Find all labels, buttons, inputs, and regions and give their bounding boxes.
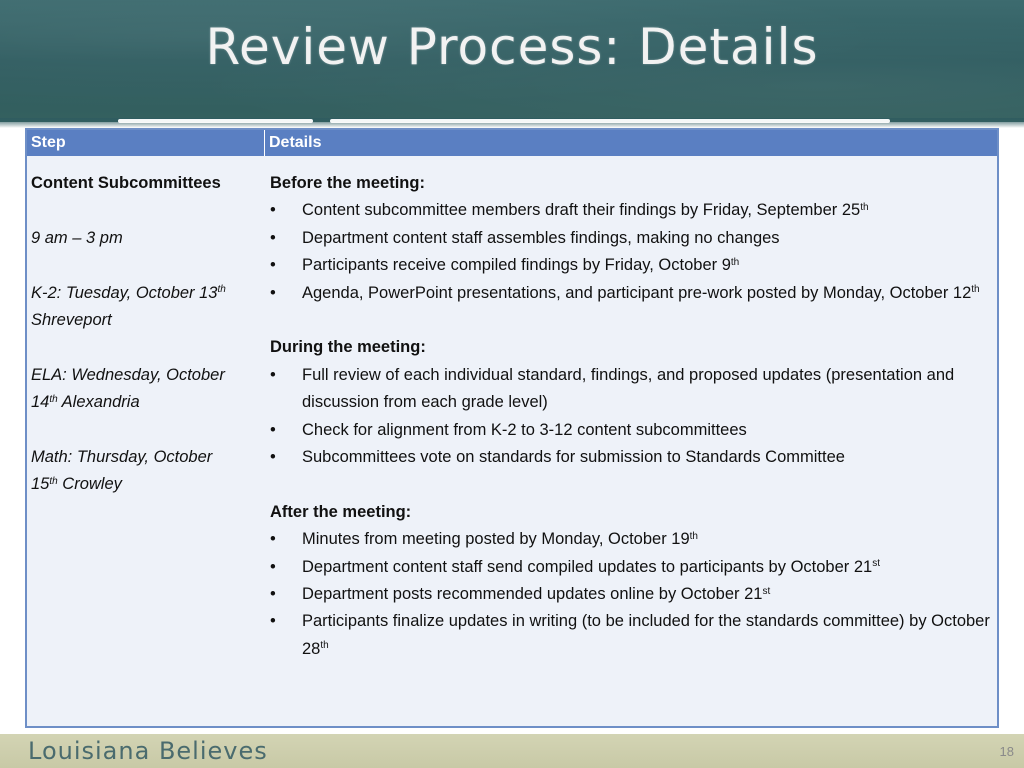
- bullet-icon: •: [270, 557, 276, 576]
- step-ela-date: ELA: Wednesday, October: [31, 365, 225, 384]
- bullet-icon: •: [270, 585, 276, 604]
- details-table: [25, 128, 999, 728]
- list-item: • Department posts recommended updates online by October 21st: [270, 581, 998, 608]
- after-list: [270, 526, 998, 663]
- step-k2-date: K-2: Tuesday, October 13th: [31, 283, 226, 302]
- list-item: • Minutes from meeting posted by Monday, October 19th: [270, 526, 998, 553]
- footer-bar: [0, 734, 1024, 768]
- chalk-underline: [330, 119, 890, 123]
- step-column: [31, 170, 263, 499]
- chalk-underline: [118, 119, 313, 123]
- list-item: • Participants finalize updates in writing (to be included for the standards committee) by October 28th: [270, 608, 998, 663]
- step-math-date: Math: Thursday, October: [31, 448, 213, 466]
- list-item: • Department content staff assembles findings, making no changes: [270, 225, 998, 252]
- bullet-icon: •: [270, 256, 276, 275]
- title-banner: [0, 0, 1024, 122]
- table-header-row: [27, 130, 997, 156]
- list-item: • Participants receive compiled findings by Friday, October 9th: [270, 252, 998, 279]
- before-list: [270, 197, 998, 307]
- before-heading: Before the meeting:: [270, 174, 425, 192]
- list-item: • Full review of each individual standard, findings, and proposed updates (presentation and discussion from each grade level): [270, 362, 998, 417]
- bullet-icon: •: [270, 448, 276, 467]
- brand-logo-text: Louisiana Believes: [28, 737, 268, 765]
- header-step: Step: [27, 130, 265, 156]
- list-item: • Department content staff send compiled updates to participants by October 21st: [270, 554, 998, 581]
- bullet-icon: •: [270, 420, 276, 439]
- during-list: [270, 362, 998, 472]
- bullet-icon: •: [270, 283, 276, 302]
- bullet-icon: •: [270, 530, 276, 549]
- list-item: • Content subcommittee members draft their findings by Friday, September 25th: [270, 197, 998, 224]
- bullet-icon: •: [270, 201, 276, 220]
- header-details: Details: [269, 134, 322, 151]
- step-time: 9 am – 3 pm: [31, 228, 123, 247]
- list-item: • Check for alignment from K-2 to 3-12 content subcommittees: [270, 417, 998, 444]
- list-item: • Agenda, PowerPoint presentations, and participant pre-work posted by Monday, October 12th: [270, 280, 998, 307]
- bullet-icon: •: [270, 365, 276, 384]
- step-ela-place: 14th Alexandria: [31, 393, 140, 412]
- step-k2-place: Shreveport: [31, 311, 112, 329]
- during-heading: During the meeting:: [270, 338, 426, 357]
- bullet-icon: •: [270, 228, 276, 247]
- step-math-place: 15th Crowley: [31, 475, 122, 494]
- slide-title: Review Process: Details: [205, 18, 819, 76]
- bullet-icon: •: [270, 612, 276, 631]
- page-number: 18: [999, 744, 1014, 759]
- step-name: Content Subcommittees: [31, 174, 221, 192]
- list-item: • Subcommittees vote on standards for submission to Standards Committee: [270, 444, 998, 471]
- details-column: [270, 170, 998, 663]
- after-heading: After the meeting:: [270, 502, 412, 521]
